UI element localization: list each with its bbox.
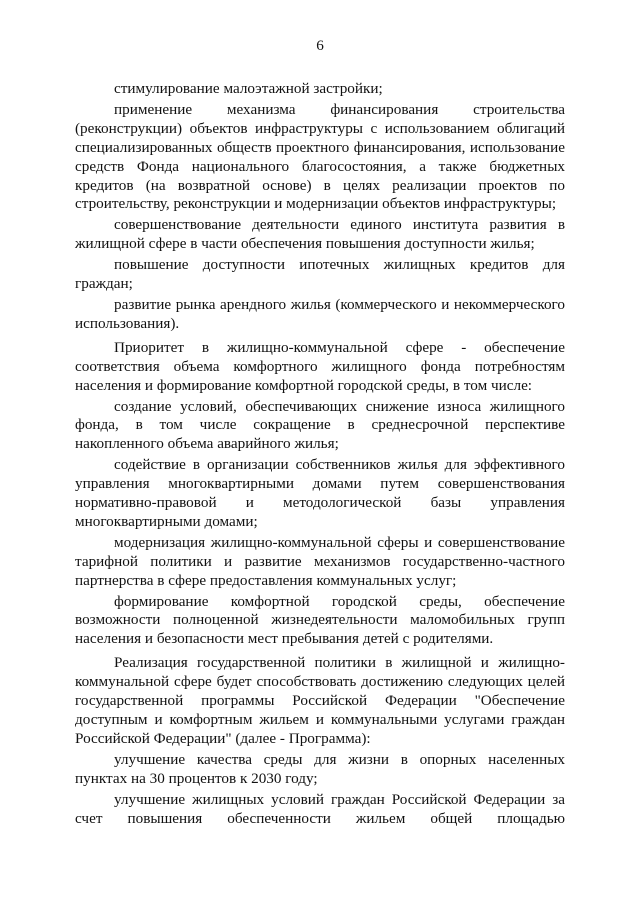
paragraph-urban-environment: формирование комфортной городской среды, обеспечение возможности полноценной жизнедеятельности маломобильных групп населения и безопасности мест пребывания детей с родителями. — [75, 592, 565, 648]
paragraph-housing-utilities-priority: Приоритет в жилищно-коммунальной сфере - обеспечение соответствия объема комфортного жилищного фонда потребностям населения и формирование комфортной городской среды, в том числе: — [75, 338, 565, 394]
paragraph-infrastructure-financing: применение механизма финансирования строительства (реконструкции) объектов инфраструктуры с использованием облигаций специализированных обществ проектного финансирования, использование средств Фонда национального благосостояния, а также бюджетных кредитов (на возвратной основе) в целях реализации проектов по строительству, реконструкции и модернизации объектов инфраструктуры; — [75, 100, 565, 213]
paragraph-housing-conditions: улучшение жилищных условий граждан Российской Федерации за счет повышения обеспеченности жильем общей площадью — [75, 790, 565, 827]
paragraph-program-goals: Реализация государственной политики в жилищной и жилищно-коммунальной сфере будет способствовать достижению следующих целей государственной программы Российской Федерации "Обеспечение доступным и комфортным жильем и коммунальными услугами граждан Российской Федерации" (далее - Программа): — [75, 654, 565, 747]
document-body — [75, 80, 565, 828]
paragraph-development-institute: совершенствование деятельности единого института развития в жилищной сфере в части обеспечения повышения доступности жилья; — [75, 216, 565, 253]
paragraph-utilities-modernization: модернизация жилищно-коммунальной сферы и совершенствование тарифной политики и развитие механизмов государственно-частного партнерства в сфере предоставления коммунальных услуг; — [75, 533, 565, 589]
paragraph-rental-market: развитие рынка арендного жилья (коммерческого и некоммерческого использования). — [75, 295, 565, 332]
paragraph-low-rise-construction: стимулирование малоэтажной застройки; — [114, 80, 383, 97]
paragraph-mortgage-availability: повышение доступности ипотечных жилищных кредитов для граждан; — [75, 256, 565, 293]
page-number: 6 — [316, 37, 324, 54]
paragraph-reduce-housing-wear: создание условий, обеспечивающих снижение износа жилищного фонда, в том числе сокращение в среднесрочной перспективе накопленного объема аварийного жилья; — [75, 397, 565, 453]
paragraph-owners-associations: содействие в организации собственников жилья для эффективного управления многоквартирными домами путем совершенствования нормативно-правовой и методологической базы управления многоквартирными домами; — [75, 456, 565, 530]
paragraph-living-environment-quality: улучшение качества среды для жизни в опорных населенных пунктах на 30 процентов к 2030 году; — [75, 750, 565, 787]
